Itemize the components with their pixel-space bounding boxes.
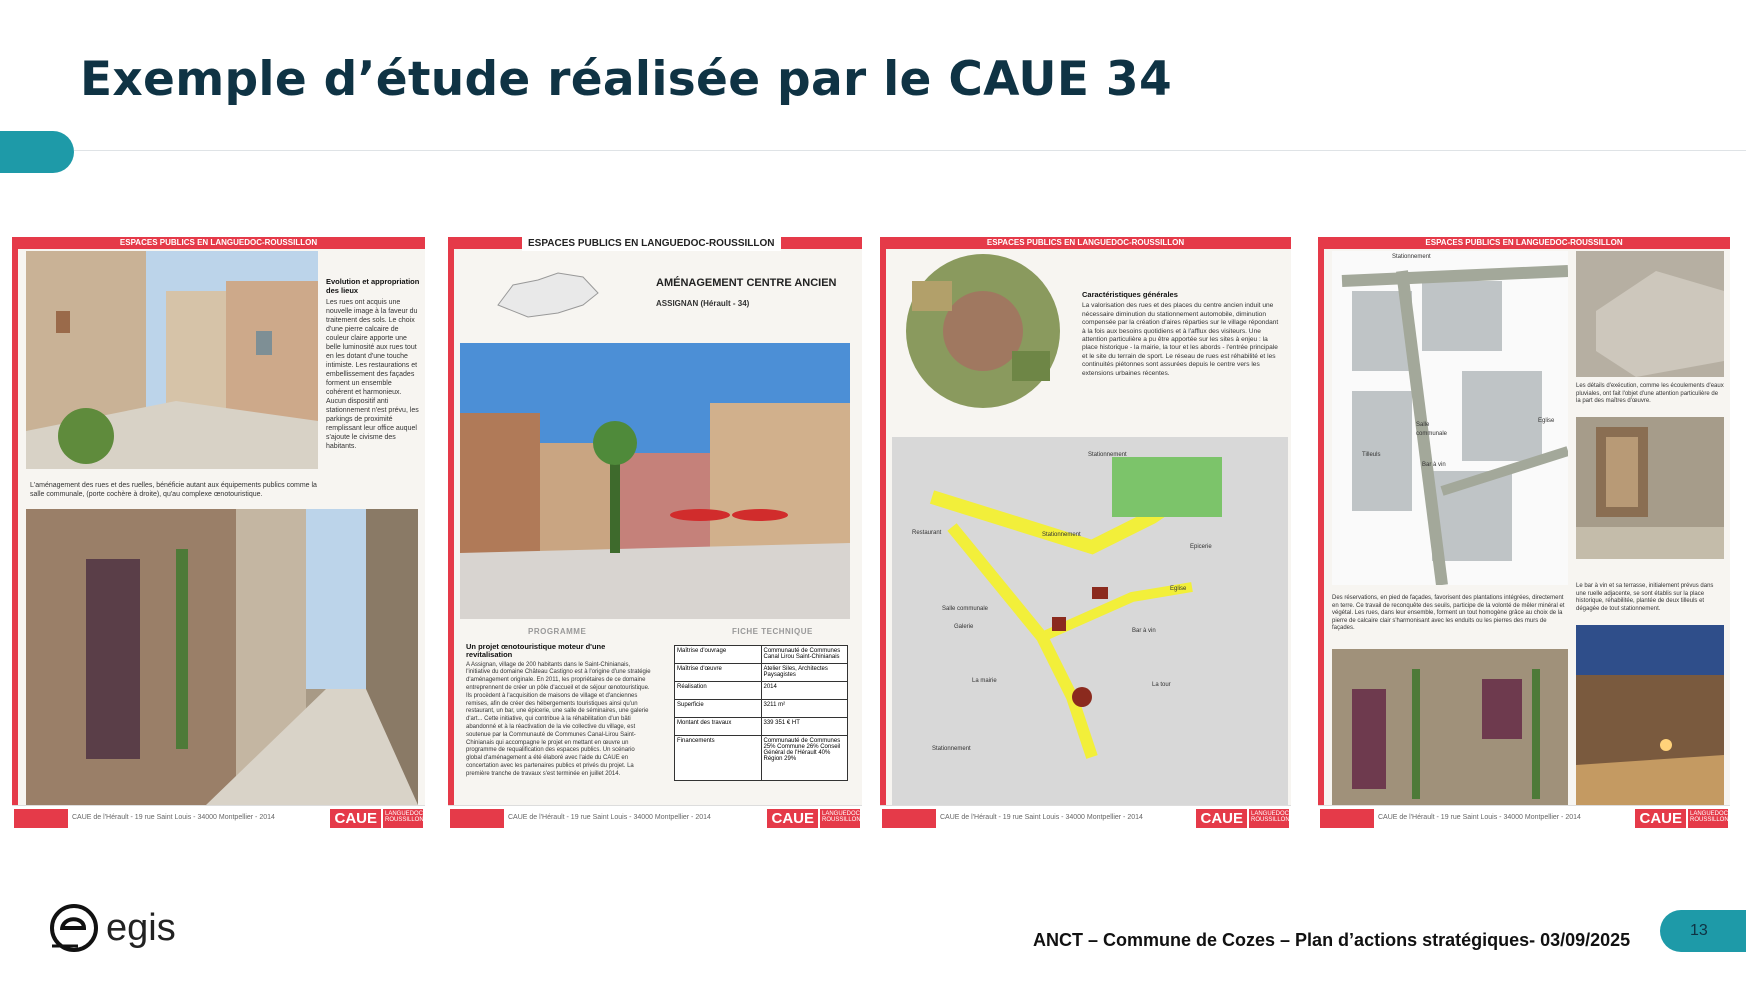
caue-logo: CAUE xyxy=(1196,809,1247,828)
project-title: AMÉNAGEMENT CENTRE ANCIEN xyxy=(656,277,837,289)
map-label: Stationnement xyxy=(932,746,971,752)
table-cell: Financements xyxy=(675,736,762,780)
table-cell: Maîtrise d'ouvrage xyxy=(675,646,762,663)
table-row xyxy=(675,718,847,736)
accent-tab xyxy=(0,131,74,173)
study-page-4 xyxy=(1318,237,1730,831)
p4-caption-top: Les détails d'exécution, comme les écoulements d'eaux pluviales, ont fait l'objet d'une attention particulière de la part des maîtres d'œuvre. xyxy=(1576,383,1724,405)
street-plan-map-image xyxy=(1332,251,1568,585)
map-label: Epicerie xyxy=(1190,544,1212,550)
fiche-technique-label: FICHE TECHNIQUE xyxy=(732,627,813,636)
map-label: Bar à vin xyxy=(1422,462,1446,468)
conseil-logo xyxy=(450,809,504,828)
table-cell: 2014 xyxy=(763,684,777,690)
region-badge: LANGUEDOC ROUSSILLON xyxy=(1249,809,1289,828)
study-page-3 xyxy=(880,237,1291,831)
page-header-text: ESPACES PUBLICS EN LANGUEDOC-ROUSSILLON xyxy=(1425,238,1623,247)
page-header-text: ESPACES PUBLICS EN LANGUEDOC-ROUSSILLON xyxy=(986,238,1185,247)
page-header-bar xyxy=(880,237,1291,249)
table-cell: Communauté de Communes Canal Lirou Saint-Chinianais xyxy=(763,648,841,660)
table-row xyxy=(675,736,847,780)
map-label: Salle communale xyxy=(942,606,989,612)
caue-logo: CAUE xyxy=(1635,809,1686,828)
page-number: 13 xyxy=(1660,910,1746,952)
facade-planting-image xyxy=(1332,649,1568,805)
p4-caption-right: Le bar à vin et sa terrasse, initialement prévus dans une ruelle adjacente, se sont établis sur la place historique, réhabilitée, plantée de deux tilleuls et dégagée de tout stationnement. xyxy=(1576,583,1714,612)
page-footer-address: CAUE de l'Hérault - 19 rue Saint Louis - 34000 Montpellier - 2014 xyxy=(508,814,711,821)
p1-heading: Evolution et appropriation des lieux xyxy=(326,277,420,295)
page-footer xyxy=(880,805,1291,831)
page-footer-address: CAUE de l'Hérault - 19 rue Saint Louis - 34000 Montpellier - 2014 xyxy=(940,814,1143,821)
map-label: Stationnement xyxy=(1392,254,1431,260)
table-row xyxy=(675,700,847,718)
region-badge: LANGUEDOC ROUSSILLON xyxy=(383,809,423,828)
page-side-bar xyxy=(1318,237,1324,831)
map-label: Galerie xyxy=(954,624,974,630)
table-row xyxy=(675,646,847,664)
aerial-view-circle xyxy=(892,251,1074,411)
conseil-logo xyxy=(1320,809,1374,828)
project-subtitle: ASSIGNAN (Hérault - 34) xyxy=(656,299,750,308)
table-cell: Montant des travaux xyxy=(675,718,762,735)
page-footer-address: CAUE de l'Hérault - 19 rue Saint Louis - 34000 Montpellier - 2014 xyxy=(72,814,275,821)
map-label: Tilleuls xyxy=(1362,452,1381,458)
page-side-bar xyxy=(880,237,886,831)
programme-label: PROGRAMME xyxy=(528,627,587,636)
map-label: Salle communale xyxy=(1416,422,1448,437)
page-side-bar xyxy=(448,237,454,831)
page-side-bar xyxy=(12,237,18,831)
project-description-heading: Un projet œnotouristique moteur d'une revitalisation xyxy=(466,642,606,659)
slide-footer: ANCT – Commune de Cozes – Plan d’actions stratégiques- 03/09/2025 xyxy=(1033,930,1631,950)
slide-title: Exemple d’étude réalisée par le CAUE 34 xyxy=(80,52,1172,107)
map-label: Stationnement xyxy=(1042,532,1081,538)
evening-square-photo xyxy=(1576,625,1724,805)
table-cell: 3211 m² xyxy=(763,702,786,708)
village-square-photo xyxy=(460,343,850,619)
page-header-text: ESPACES PUBLICS EN LANGUEDOC-ROUSSILLON xyxy=(119,238,318,247)
window-detail-photo xyxy=(1576,417,1724,559)
table-row xyxy=(675,682,847,700)
table-row xyxy=(675,664,847,682)
conseil-logo xyxy=(882,809,936,828)
site-plan-map xyxy=(892,437,1288,805)
street-photo-top-image xyxy=(26,251,318,469)
table-cell: Communauté de Communes 25% Commune 26% Conseil Général de l'Hérault 40% Région 29% xyxy=(763,738,841,762)
p3-body: La valorisation des rues et des places du centre ancien induit une nécessaire diminution du stationnement automobile, diminution compensée par la création d'aires réparties sur le village répondant à la fois aux besoins quotidiens et à l'afflux des visiteurs. Une attention particulière a pu être apportée sur les sites à enjeu : la place historique - la mairie, la tour et les abords - l'entrée principale et le site du terrain de sport. Le réseau de rues est réhabilité et les continuités piétonnes sont assurées depuis le centre vers les extensions urbaines récentes. xyxy=(1082,302,1279,377)
p1-body: Les rues ont acquis une nouvelle image à la faveur du traitement des sols. Le choix d'une pierre calcaire de couleur claire apporte une belle luminosité aux rues tout en les dotant d'une touche intimiste. Les restaurations et embellissement des façades forment un ensemble cohérent et harmonieux. Aucun dispositif anti stationnement n'est prévu, les parkings de proximité remplissant leur office auquel s'ajoute le civisme des habitants. xyxy=(326,299,419,450)
map-label: Eglise xyxy=(1170,586,1187,592)
map-label: Stationnement xyxy=(1088,452,1127,458)
region-map-thumbnail xyxy=(488,265,608,325)
p3-text-block xyxy=(1082,291,1280,378)
table-cell: Superficie xyxy=(675,700,762,717)
paving-detail-image xyxy=(1576,251,1724,377)
village-square-photo-image xyxy=(460,343,850,619)
caue-logo: CAUE xyxy=(330,809,381,828)
map-label: Eglise xyxy=(1538,418,1555,424)
page-footer xyxy=(448,805,862,831)
map-label: Restaurant xyxy=(912,530,942,536)
window-detail-image xyxy=(1576,417,1724,559)
p3-heading: Caractéristiques générales xyxy=(1082,290,1178,299)
page-header-bar xyxy=(12,237,425,249)
technical-sheet-table xyxy=(674,645,848,781)
region-badge: LANGUEDOC ROUSSILLON xyxy=(820,809,860,828)
egis-logo-text: egis xyxy=(106,906,176,949)
table-cell: Atelier Siles, Architectes Paysagistes xyxy=(763,666,828,678)
title-divider xyxy=(74,150,1746,151)
page-footer-address: CAUE de l'Hérault - 19 rue Saint Louis - 34000 Montpellier - 2014 xyxy=(1378,814,1581,821)
street-photo-bottom-image xyxy=(26,509,418,805)
table-cell: 339 351 € HT xyxy=(763,720,800,726)
evening-square-image xyxy=(1576,625,1724,805)
caue-logo: CAUE xyxy=(767,809,818,828)
project-description-body: A Assignan, village de 200 habitants dans le Saint-Chinianais, l'initiative du domaine Château Castigno est à l'origine d'une stratégie d'aménagement originale. En 2011, les propriétaires de ce domaine entreprennent de créer un pôle d'accueil et de séjour œnotouristique. Ils procèdent à l'acquisition de maisons de village et d'anciennes remises, afin de créer des hébergements touristiques ainsi qu'un restaurant, un bar, une épicerie, une salle de séminaires, une galerie d'art... Cette initiative, qui contribue à la réhabilitation d'un bâti abandonné et à la réactivation de la vie collective du village, est soutenue par la Communauté de Communes Canal-Lirou Saint-Chinianais qui accompagne le projet en mettant en œuvre un programme de requalification des espaces publics. Un scénario global d'aménagement a été élaboré avec l'aide du CAUE en concertation avec les partenaires publics et privés du projet. La première tranche de travaux s'est terminée en juillet 2014. xyxy=(466,661,651,777)
page-footer xyxy=(1318,805,1730,831)
study-page-1 xyxy=(12,237,425,831)
project-description xyxy=(466,643,652,779)
map-label: La tour xyxy=(1152,682,1171,688)
study-page-2 xyxy=(448,237,862,831)
page-footer xyxy=(12,805,425,831)
street-plan-map xyxy=(1332,251,1568,585)
map-label: La mairie xyxy=(972,678,997,684)
page-header-bar xyxy=(1318,237,1730,249)
facade-planting-photo xyxy=(1332,649,1568,805)
conseil-logo xyxy=(14,809,68,828)
paving-detail-photo xyxy=(1576,251,1724,377)
p1-text-block xyxy=(326,277,420,451)
table-cell: Maîtrise d'œuvre xyxy=(675,664,762,681)
table-cell: Réalisation xyxy=(675,682,762,699)
street-photo-bottom xyxy=(26,509,418,805)
egis-mark-icon xyxy=(48,902,100,954)
street-photo-top xyxy=(26,251,318,469)
p4-caption-mid: Des réservations, en pied de façades, favorisent des plantations intégrées, directement en terre. Ce travail de reconquête des seuils, participe de la volonté de mêler minéral et végétal. Les rues, dans leur ensemble, forment un tout homogène grâce au choix de la pierre de calcaire clair s'harmonisant avec les enduits ou les pierres des murs de façades. xyxy=(1332,595,1565,632)
page-header-text: ESPACES PUBLICS EN LANGUEDOC-ROUSSILLON xyxy=(522,237,781,251)
egis-logo xyxy=(48,902,176,954)
region-badge: LANGUEDOC ROUSSILLON xyxy=(1688,809,1728,828)
p1-caption: L'aménagement des rues et des ruelles, bénéficie autant aux équipements publics comme la salle communale, (porte cochère à droite), qu'au complexe œnotouristique. xyxy=(30,482,317,498)
map-label: Bar à vin xyxy=(1132,628,1156,634)
